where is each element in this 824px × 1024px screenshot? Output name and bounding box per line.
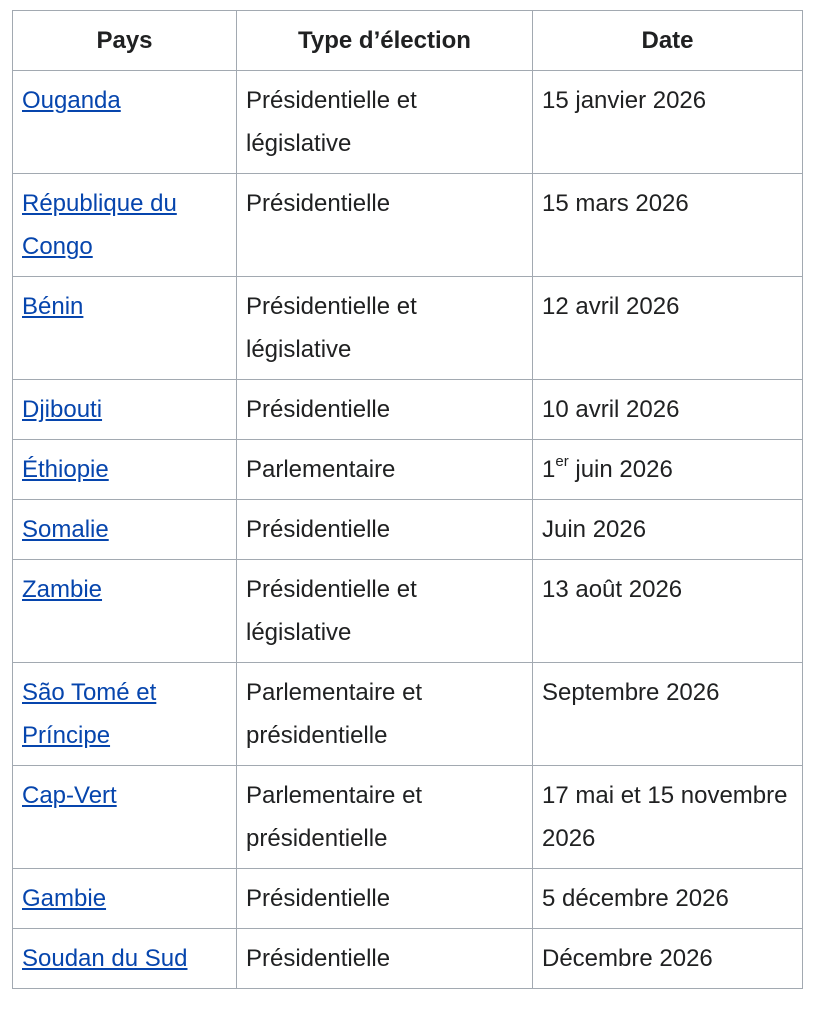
country-link-ethiopie[interactable]: Éthiopie (22, 456, 109, 483)
country-link-somalie[interactable]: Somalie (22, 516, 109, 543)
table-row (13, 174, 803, 277)
cell-date (533, 440, 803, 500)
table-row (13, 500, 803, 560)
cell-pays (13, 663, 237, 766)
table-row (13, 440, 803, 500)
cell-pays (13, 500, 237, 560)
cell-pays (13, 869, 237, 929)
cell-pays (13, 560, 237, 663)
date-month-year: juin 2026 (568, 456, 673, 483)
cell-pays (13, 277, 237, 380)
cell-date: 17 mai et 15 novembre 2026 (533, 766, 803, 869)
cell-type: Présidentielle (237, 929, 533, 989)
cell-pays (13, 440, 237, 500)
table-header-row (13, 11, 803, 71)
table-row (13, 380, 803, 440)
cell-pays (13, 174, 237, 277)
cell-date: 15 janvier 2026 (533, 71, 803, 174)
cell-date: 5 décembre 2026 (533, 869, 803, 929)
country-link-republique-du-congo[interactable]: République du Congo (22, 190, 177, 260)
cell-pays (13, 929, 237, 989)
cell-type: Parlementaire (237, 440, 533, 500)
cell-type: Présidentielle et législative (237, 277, 533, 380)
country-link-soudan-du-sud[interactable]: Soudan du Sud (22, 945, 188, 972)
cell-date: 13 août 2026 (533, 560, 803, 663)
cell-type: Présidentielle et législative (237, 560, 533, 663)
table-row (13, 71, 803, 174)
country-link-gambie[interactable]: Gambie (22, 885, 107, 912)
country-link-zambie[interactable]: Zambie (22, 576, 103, 603)
cell-date: Décembre 2026 (533, 929, 803, 989)
date-ordinal-suffix: er (555, 453, 569, 470)
table-row (13, 929, 803, 989)
cell-type: Présidentielle et législative (237, 71, 533, 174)
cell-date: Juin 2026 (533, 500, 803, 560)
cell-type: Présidentielle (237, 869, 533, 929)
cell-type: Présidentielle (237, 380, 533, 440)
table-row (13, 560, 803, 663)
table-row (13, 277, 803, 380)
table-row (13, 766, 803, 869)
table-row (13, 663, 803, 766)
country-link-cap-vert[interactable]: Cap-Vert (22, 782, 117, 809)
country-link-djibouti[interactable]: Djibouti (22, 396, 103, 423)
elections-table (12, 10, 803, 989)
cell-pays (13, 766, 237, 869)
cell-pays (13, 380, 237, 440)
cell-pays (13, 71, 237, 174)
cell-type: Parlementaire et présidentielle (237, 766, 533, 869)
cell-date: 15 mars 2026 (533, 174, 803, 277)
country-link-sao-tome-et-principe[interactable]: São Tomé et Príncipe (22, 679, 157, 749)
cell-date: Septembre 2026 (533, 663, 803, 766)
country-link-ouganda[interactable]: Ouganda (22, 87, 121, 114)
cell-date: 10 avril 2026 (533, 380, 803, 440)
date-day: 1 (542, 456, 556, 483)
country-link-benin[interactable]: Bénin (22, 293, 84, 320)
cell-type: Présidentielle (237, 174, 533, 277)
cell-type: Présidentielle (237, 500, 533, 560)
header-date: Date (533, 11, 803, 71)
cell-type: Parlementaire et présidentielle (237, 663, 533, 766)
header-pays: Pays (13, 11, 237, 71)
cell-date: 12 avril 2026 (533, 277, 803, 380)
table-row (13, 869, 803, 929)
header-type-election: Type d’élection (237, 11, 533, 71)
